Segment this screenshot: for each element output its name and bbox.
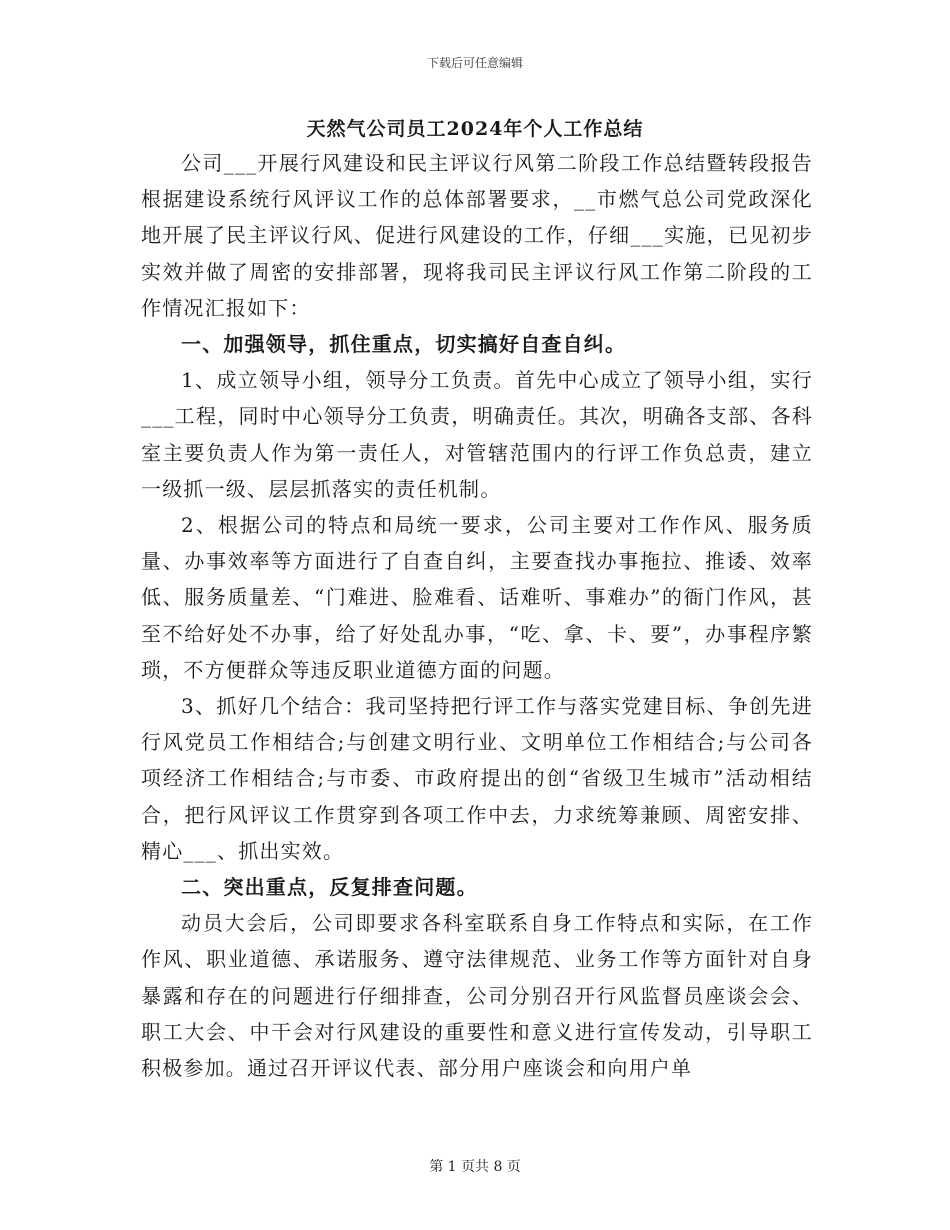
document-title: 天然气公司员工2024年个人工作总结 [306,118,644,140]
paragraph-item-2: 2、根据公司的特点和局统一要求，公司主要对工作作风、服务质量、办事效率等方面进行了自查自纠，主要查找办事拖拉、推诿、效率低、服务质量差、“门难进、脸难看、话难听、事难办”的衙门作风，甚至不给好处不办事，给了好处乱办事，“吃、拿、卡、要”，办事程序繁琐，不方便群众等违反职业道德方面的问题。 [141,513,813,682]
document-body [141,145,813,1086]
section-heading-1: 一、加强领导，抓住重点，切实搞好自查自纠。 [181,332,627,357]
page-header: 下载后可任意编辑 [426,56,523,70]
section-heading-2: 二、突出重点，反复排查问题。 [181,875,478,900]
paragraph-section-2: 动员大会后，公司即要求各科室联系自身工作特点和实际，在工作作风、职业道德、承诺服务、遵守法律规范、业务工作等方面针对自身暴露和存在的问题进行仔细排查，公司分别召开行风监督员座谈会会、职工大会、中干会对行风建设的重要性和意义进行宣传发动，引导职工积极参加。通过召开评议代表、部分用户座谈会和向用户单 [141,911,813,1081]
paragraph-item-3: 3、抓好几个结合：我司坚持把行评工作与落实党建目标、争创先进行风党员工作相结合;与创建文明行业、文明单位工作相结合;与公司各项经济工作相结合;与市委、市政府提出的创“省级卫生城市”活动相结合，把行风评议工作贯穿到各项工作中去，力求统筹兼顾、周密安排、精心___、抓出实效。 [141,694,813,863]
page-footer: 第 1 页共 8 页 [429,1159,521,1175]
paragraph-item-1: 1、成立领导小组，领导分工负责。首先中心成立了领导小组，实行___工程，同时中心领导分工负责，明确责任。其次，明确各支部、各科室主要负责人作为第一责任人，对管辖范围内的行评工作负总责，建立一级抓一级、层层抓落实的责任机制。 [141,368,813,501]
paragraph-intro: 公司___开展行风建设和民主评议行风第二阶段工作总结暨转段报告根据建设系统行风评议工作的总体部署要求，__市燃气总公司党政深化地开展了民主评议行风、促进行风建设的工作，仔细___实施，已见初步实效并做了周密的安排部署，现将我司民主评议行风工作第二阶段的工作情况汇报如下： [141,151,813,320]
